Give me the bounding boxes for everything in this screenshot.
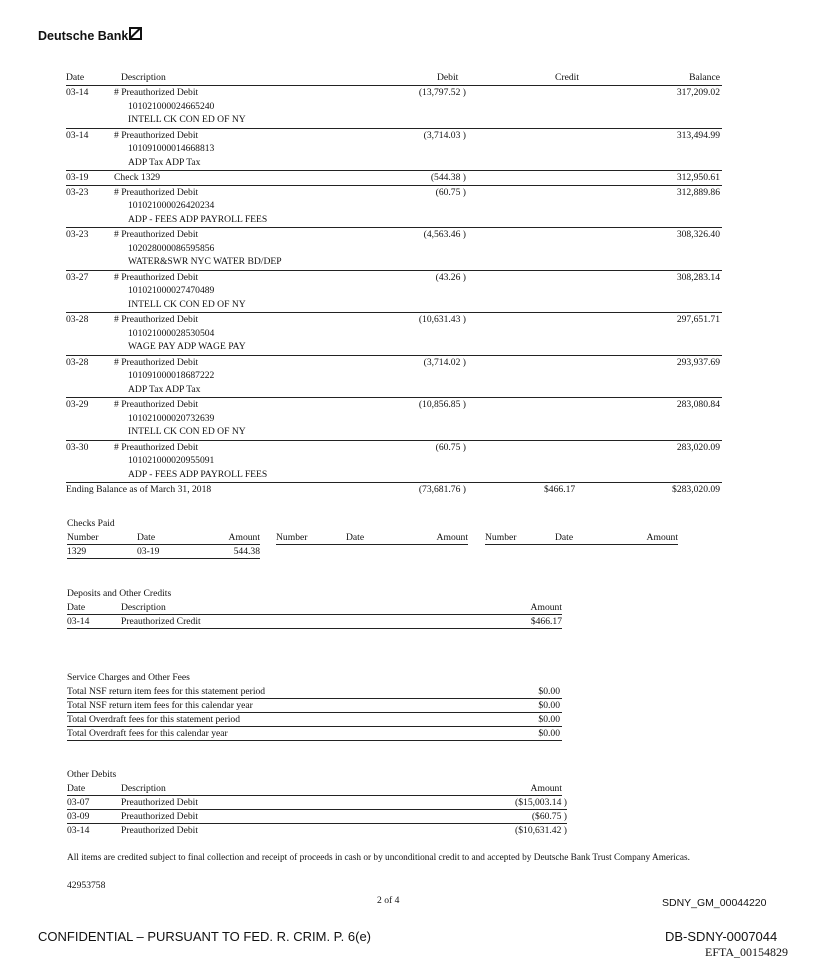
transaction-balance: 317,209.02 bbox=[676, 87, 720, 98]
other-debit-row bbox=[67, 796, 567, 810]
transaction-reference: 101021000027470489 bbox=[128, 285, 215, 296]
deposits-header-date: Date bbox=[67, 602, 86, 613]
transaction-row bbox=[66, 228, 722, 271]
fee-row bbox=[67, 727, 562, 741]
fee-row bbox=[67, 713, 562, 727]
transaction-date: 03-23 bbox=[66, 186, 89, 198]
transaction-reference: 102028000086595856 bbox=[128, 242, 215, 254]
transaction-balance: 312,950.61 bbox=[676, 172, 720, 183]
other-debit-amount: ($10,631.42 ) bbox=[515, 825, 567, 836]
fee-amount: $0.00 bbox=[538, 686, 560, 697]
check-date: 03-19 bbox=[137, 546, 160, 557]
transaction-description: # Preauthorized Debit bbox=[114, 129, 199, 141]
account-reference: 42953758 bbox=[67, 880, 106, 891]
transaction-payee: ADP Tax ADP Tax bbox=[128, 383, 201, 395]
transaction-row bbox=[66, 441, 722, 484]
other-debit-date: 03-07 bbox=[67, 797, 90, 808]
checks-header-group-1 bbox=[67, 531, 260, 545]
deutsche-bank-logo-icon bbox=[129, 27, 142, 40]
other-debit-row bbox=[67, 824, 567, 837]
transaction-payee: INTELL CK CON ED OF NY bbox=[128, 298, 246, 310]
deposit-date: 03-14 bbox=[67, 616, 90, 627]
transaction-description: # Preauthorized Debit bbox=[114, 186, 199, 198]
deposits-header bbox=[67, 601, 562, 615]
header-debit: Debit bbox=[437, 72, 459, 83]
transaction-debit: (60.75 ) bbox=[435, 441, 466, 453]
transaction-row bbox=[66, 398, 722, 441]
transaction-balance: 283,020.09 bbox=[676, 441, 720, 453]
checks-header-date: Date bbox=[555, 532, 574, 543]
other-debit-date: 03-14 bbox=[67, 825, 90, 836]
transaction-payee: INTELL CK CON ED OF NY bbox=[128, 426, 246, 437]
deposits-header-description: Description bbox=[121, 602, 166, 613]
checks-header-amount: Amount bbox=[436, 532, 468, 543]
other-debit-row bbox=[67, 810, 567, 824]
transaction-reference: 101021000028530504 bbox=[128, 327, 215, 339]
other-debits-header-date: Date bbox=[67, 783, 86, 794]
transaction-date: 03-28 bbox=[66, 356, 89, 368]
transaction-description: # Preauthorized Debit bbox=[114, 87, 199, 98]
transaction-date: 03-14 bbox=[66, 87, 89, 98]
transactions-table bbox=[66, 73, 722, 497]
ending-credit: $466.17 bbox=[544, 484, 576, 495]
checks-row bbox=[67, 545, 260, 559]
other-debits-header-description: Description bbox=[121, 783, 166, 794]
transaction-reference: 101091000014668813 bbox=[128, 143, 215, 154]
transaction-row bbox=[66, 186, 722, 229]
fee-row bbox=[67, 699, 562, 713]
deposit-amount: $466.17 bbox=[530, 616, 562, 627]
transaction-date: 03-30 bbox=[66, 441, 89, 453]
checks-header-number: Number bbox=[67, 532, 99, 543]
checks-header-group-2 bbox=[276, 531, 468, 545]
fee-row bbox=[67, 685, 562, 699]
disclaimer: All items are credited subject to final collection and receipt of proceeds in cash or by unconditional credit to and accepted by Deutsche Bank Trust Company Americas. bbox=[67, 853, 690, 863]
checks-header-amount: Amount bbox=[646, 532, 678, 543]
transaction-payee: ADP - FEES ADP PAYROLL FEES bbox=[128, 213, 268, 225]
transaction-debit: (3,714.03 ) bbox=[423, 129, 466, 141]
confidential-notice: CONFIDENTIAL – PURSUANT TO FED. R. CRIM. P. 6(e) bbox=[38, 929, 372, 944]
transaction-balance: 297,651.71 bbox=[676, 314, 720, 325]
transaction-date: 03-23 bbox=[66, 229, 89, 240]
other-debits-title: Other Debits bbox=[67, 769, 117, 780]
transaction-date: 03-28 bbox=[66, 314, 89, 325]
deposits-title: Deposits and Other Credits bbox=[67, 588, 172, 599]
transaction-balance: 312,889.86 bbox=[676, 186, 720, 198]
doc-id: SDNY_GM_00044220 bbox=[662, 897, 767, 909]
transaction-debit: (10,856.85 ) bbox=[418, 399, 466, 410]
ending-balance-row bbox=[66, 483, 722, 497]
transaction-date: 03-19 bbox=[66, 172, 89, 183]
fee-amount: $0.00 bbox=[538, 714, 560, 725]
transaction-debit: (60.75 ) bbox=[435, 186, 466, 198]
transaction-description: # Preauthorized Debit bbox=[114, 229, 199, 240]
bates-number: DB-SDNY-0007044 bbox=[665, 929, 778, 944]
checks-paid-title: Checks Paid bbox=[67, 518, 115, 529]
fee-label: Total NSF return item fees for this statement period bbox=[67, 686, 266, 697]
ending-balance: $283,020.09 bbox=[672, 484, 720, 495]
page-number: 2 of 4 bbox=[377, 895, 400, 906]
transaction-debit: (544.38 ) bbox=[430, 172, 466, 183]
other-debit-date: 03-09 bbox=[67, 811, 90, 822]
check-amount: 544.38 bbox=[233, 546, 260, 557]
transaction-balance: 283,080.84 bbox=[676, 399, 720, 410]
transaction-reference: 101021000020955091 bbox=[128, 455, 215, 466]
transaction-debit: (4,563.46 ) bbox=[423, 229, 466, 240]
header-credit: Credit bbox=[555, 72, 579, 83]
transactions-header bbox=[66, 73, 722, 86]
ending-debit: (73,681.76 ) bbox=[418, 484, 466, 495]
checks-header-amount: Amount bbox=[228, 532, 260, 543]
transaction-payee: ADP Tax ADP Tax bbox=[128, 156, 201, 168]
transaction-reference: 101021000020732639 bbox=[128, 412, 215, 424]
fee-label: Total NSF return item fees for this calendar year bbox=[67, 700, 253, 711]
transaction-reference: 101021000026420234 bbox=[128, 200, 215, 211]
header-description: Description bbox=[121, 72, 166, 83]
transaction-debit: (43.26 ) bbox=[435, 271, 466, 283]
transaction-payee: INTELL CK CON ED OF NY bbox=[128, 114, 246, 125]
transaction-row bbox=[66, 313, 722, 356]
fee-amount: $0.00 bbox=[538, 700, 560, 711]
header-date: Date bbox=[66, 72, 85, 83]
deposits-header-amount: Amount bbox=[530, 602, 562, 613]
transaction-date: 03-27 bbox=[66, 271, 89, 283]
header-balance: Balance bbox=[689, 72, 720, 83]
ending-label: Ending Balance as of March 31, 2018 bbox=[66, 484, 212, 495]
check-number: 1329 bbox=[67, 546, 87, 557]
other-debit-description: Preauthorized Debit bbox=[121, 825, 198, 836]
other-debit-amount: ($60.75 ) bbox=[531, 811, 567, 822]
checks-header-number: Number bbox=[276, 532, 308, 543]
deposit-description: Preauthorized Credit bbox=[121, 616, 201, 627]
transaction-balance: 313,494.99 bbox=[676, 129, 720, 141]
other-debit-description: Preauthorized Debit bbox=[121, 797, 198, 808]
transaction-reference: 101091000018687222 bbox=[128, 370, 215, 381]
transaction-description: # Preauthorized Debit bbox=[114, 271, 199, 283]
transaction-debit: (10,631.43 ) bbox=[418, 314, 466, 325]
other-debits-header-amount: Amount bbox=[530, 783, 562, 794]
transaction-balance: 308,283.14 bbox=[676, 271, 720, 283]
transaction-reference: 101021000024665240 bbox=[128, 100, 215, 112]
transaction-description: # Preauthorized Debit bbox=[114, 314, 199, 325]
transaction-date: 03-14 bbox=[66, 129, 89, 141]
transaction-row bbox=[66, 271, 722, 314]
other-debit-amount: ($15,003.14 ) bbox=[515, 797, 567, 808]
fee-label: Total Overdraft fees for this statement period bbox=[67, 714, 241, 725]
transaction-row bbox=[66, 129, 722, 172]
transaction-date: 03-29 bbox=[66, 399, 89, 410]
fee-label: Total Overdraft fees for this calendar year bbox=[67, 728, 228, 739]
transaction-debit: (13,797.52 ) bbox=[418, 87, 466, 98]
fee-amount: $0.00 bbox=[538, 728, 560, 739]
transaction-row bbox=[66, 356, 722, 399]
transaction-row bbox=[66, 86, 722, 129]
transaction-payee: ADP - FEES ADP PAYROLL FEES bbox=[128, 468, 268, 480]
deposits-row bbox=[67, 615, 562, 629]
transaction-balance: 293,937.69 bbox=[676, 356, 720, 368]
checks-header-date: Date bbox=[346, 532, 365, 543]
transaction-row bbox=[66, 171, 722, 186]
transaction-description: # Preauthorized Debit bbox=[114, 441, 199, 453]
transaction-debit: (3,714.02 ) bbox=[423, 356, 466, 368]
transaction-description: Check 1329 bbox=[114, 172, 161, 183]
transaction-payee: WATER&SWR NYC WATER BD/DEP bbox=[128, 256, 282, 267]
checks-header-date: Date bbox=[137, 532, 156, 543]
other-debit-description: Preauthorized Debit bbox=[121, 811, 198, 822]
other-debits-header bbox=[67, 782, 562, 796]
transaction-description: # Preauthorized Debit bbox=[114, 356, 199, 368]
transaction-description: # Preauthorized Debit bbox=[114, 399, 199, 410]
transaction-payee: WAGE PAY ADP WAGE PAY bbox=[128, 341, 246, 352]
checks-header-number: Number bbox=[485, 532, 517, 543]
efta-number: EFTA_00154829 bbox=[705, 945, 789, 959]
transaction-balance: 308,326.40 bbox=[676, 229, 720, 240]
checks-header-group-3 bbox=[485, 531, 678, 545]
service-charges-title: Service Charges and Other Fees bbox=[67, 672, 190, 683]
bank-name: Deutsche Bank bbox=[38, 29, 129, 43]
